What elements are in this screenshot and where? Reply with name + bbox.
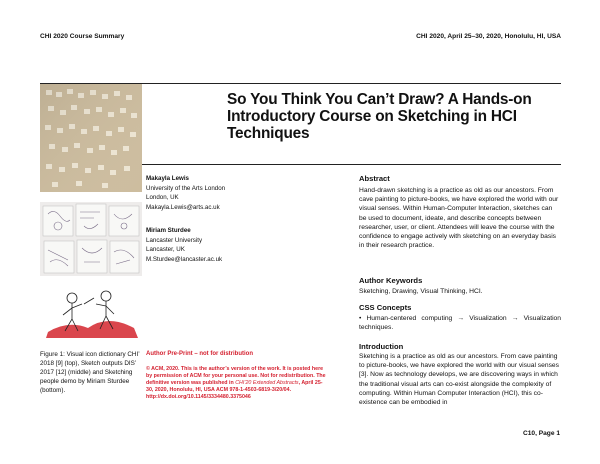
copyright-rest: , April 25-30, 2020, Honolulu, HI, USA ACM 978-1-4503-6819-3/20/04. (146, 380, 323, 394)
copyright-venue: CHI’20 Extended Abstracts (235, 380, 299, 387)
author-block-2 (146, 226, 222, 265)
abstract-heading: Abstract (359, 174, 390, 183)
author-name: Miriam Sturdee (146, 227, 191, 234)
ccs-text: • Human-centered computing → Visualization → Visualization techniques. (359, 315, 561, 332)
author-location: London, UK (146, 194, 179, 202)
ccs-heading: CSS Concepts (359, 303, 412, 312)
figure-caption: Figure 1: Visual icon dictionary CHI’ 2018 [9] (top), Sketch outputs DIS’ 2017 [12] (middle) and Sketching people demo by Miriam Sturdee (bottom). (40, 351, 140, 394)
author-email: M.Sturdee@lancaster.ac.uk (146, 256, 223, 264)
author-name: Makayla Lewis (146, 175, 189, 182)
author-block-1 (146, 174, 225, 213)
paper-title: So You Think You Can’t Draw? A Hands-on Introductory Course on Sketching in HCI Techniques (227, 91, 532, 143)
author-affiliation: Lancaster University (146, 236, 203, 244)
sketching-people-drawing (40, 286, 142, 346)
copyright-doi[interactable]: http://dx.doi.org/10.1145/3334480.3375046 (146, 394, 251, 401)
copyright-notice (146, 366, 328, 401)
sticky-note-wall-photo (40, 84, 142, 192)
introduction-heading: Introduction (359, 342, 404, 351)
introduction-text: Sketching is a practice as old as our ancestors. From cave painting to picture-books, we have explored the world with our visual senses [3]. Now as technology develops, we are discovering ways in which the traditional visual arts can co-exist alongside the complexity of computing. Within Human Computer Interaction (HCI), this co-existence can be embodied in (359, 353, 559, 407)
page-footer: C10, Page 1 (522, 430, 560, 437)
running-header-left: CHI 2020 Course Summary (40, 33, 125, 40)
keywords-heading: Author Keywords (359, 276, 423, 285)
author-affiliation: University of the Arts London (146, 184, 226, 192)
running-header-right: CHI 2020, April 25–30, 2020, Honolulu, HI, USA (416, 33, 561, 40)
keywords-text: Sketching, Drawing, Visual Thinking, HCI. (359, 288, 483, 295)
preprint-note: Author Pre-Print – not for distribution (146, 351, 253, 357)
sketch-outputs-photo (40, 202, 142, 276)
author-location: Lancaster, UK (146, 246, 185, 254)
copyright-intro: © ACM, 2020. This is the author’s version of the work. It is posted here by permission of ACM for your personal use. Not for redistribution. The definitive version was published in (146, 366, 326, 387)
author-email: Makayla.Lewis@arts.ac.uk (146, 204, 220, 212)
abstract-text: Hand-drawn sketching is a practice as old as our ancestors. From cave painting to picture-books, we have explored the world with our visual senses. Within Human-Computer Interaction, sketches can be used to document, ideate, and describe concepts between researcher, user, or client. Attendees will leave the course with the confidence to engage actively with sketching on an everyday basis in their research practice. (359, 187, 559, 250)
